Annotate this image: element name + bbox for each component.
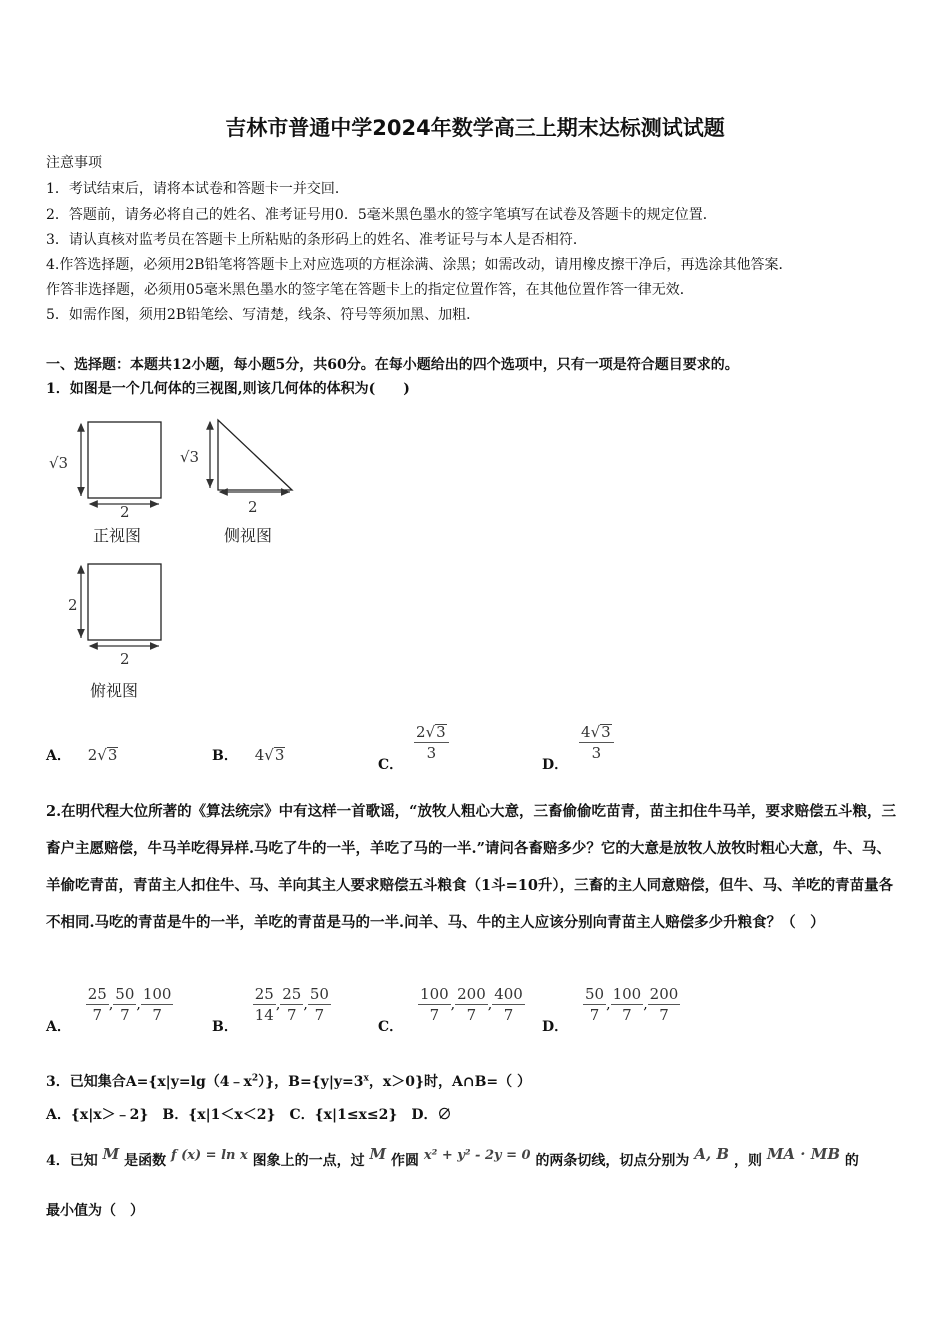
three-view-figure (44, 412, 314, 702)
q2-option-c[interactable]: C． $\frac{100}{7}$ , $\frac{200}{7}$ , $\frac{400}{7}$ (378, 985, 523, 1035)
top-height-label: 2 (68, 596, 78, 614)
notice-item: 3．请认真核对监考员在答题卡上所粘贴的条形码上的姓名、准考证号与本人是否相符． (46, 232, 587, 248)
q4-stem-line1: 4．已知 M 是函数 f (x) = ln x 图象上的一点，过 M 作圆 x² + y² - 2y = 0 的两条切线，切点分别为 A, B ，则 MA · MB 的 (46, 1145, 859, 1169)
notice-item: 4.作答选择题，必须用2B铅笔将答题卡上对应选项的方框涂满、涂黑；如需改动，请用橡皮擦干净后，再选涂其他答案． (46, 257, 793, 273)
q2-stem: 2.在明代程大位所著的《算法统宗》中有这样一首歌谣，“放牧人粗心大意，三畜偷偷吃苗青，苗主扣住牛马羊，要求赔偿五斗粮，三畜户主愿赔偿，牛马羊吃得异样.马吃了牛的一半，羊吃了马的一半.”请问各畜赔多少？它的大意是放牧人放牧时粗心大意，牛、马、羊偷吃青苗，青苗主人扣住牛、马、羊向其主人要求赔偿五斗粮食（1斗=10升），三畜的主人同意赔偿，但牛、马、羊吃的青苗量各不相同.马吃的青苗是牛的一半，羊吃的青苗是马的一半.问羊、马、牛的主人应该分别向青苗主人赔偿多少升粮食？（ ） (46, 803, 896, 931)
notice-item: 5．如需作图，须用2B铅笔绘、写清楚，线条、符号等须加黑、加粗． (46, 307, 481, 323)
section-heading: 一、选择题：本题共12小题，每小题5分，共60分。在每小题给出的四个选项中，只有一项是符合题目要求的。 (46, 357, 739, 373)
q1-stem: 1．如图是一个几何体的三视图,则该几何体的体积为( ) (46, 381, 410, 397)
q1-option-a[interactable]: A． 2√3 (46, 746, 118, 764)
side-view-triangle (218, 420, 292, 490)
top-view-label: 俯视图 (90, 681, 139, 700)
front-view-square (88, 422, 161, 498)
q1-option-c[interactable]: C． $\frac{2√3}{3}$ (378, 722, 449, 763)
side-height-label: √3 (180, 448, 200, 466)
page-title: 吉林市普通中学2024年数学高三上期末达标测试试题 (225, 116, 725, 140)
q3-options[interactable]: A．{x|x＞﹣2} B．{x|1＜x＜2} C．{x|1≤x≤2} D．∅ (46, 1107, 452, 1123)
front-view-label: 正视图 (93, 526, 142, 545)
notice-item: 2．答题前，请务必将自己的姓名、准考证号用0．5毫米黑色墨水的签字笔填写在试卷及答题卡的规定位置． (46, 207, 717, 223)
front-width-label: 2 (120, 503, 130, 521)
q4-stem-line2: 最小值为（ ） (46, 1203, 144, 1219)
front-height-label: √3 (49, 454, 69, 472)
q2-option-a[interactable]: A． $\frac{25}{7}$ , $\frac{50}{7}$ , $\frac{100}{7}$ (46, 985, 172, 1035)
notice-item: 1．考试结束后，请将本试卷和答题卡一并交回． (46, 181, 349, 197)
q2-option-b[interactable]: B． $\frac{25}{14}$ , $\frac{25}{7}$ , $\frac{50}{7}$ (212, 985, 329, 1035)
notice-heading: 注意事项 (46, 155, 102, 171)
q3-stem: 3．已知集合$A=\{x|y=\lg(4﹣x^2)\}$，$B=\{y|y=3^x$，x＞0}时，A∩B=（ ） (46, 1073, 532, 1090)
top-view-square (88, 564, 161, 640)
side-width-label: 2 (248, 498, 258, 516)
q1-option-b[interactable]: B． 4√3 (212, 746, 285, 764)
q1-option-d[interactable]: D． $\frac{4√3}{3}$ (542, 722, 614, 763)
q2-option-d[interactable]: D． $\frac{50}{7}$ , $\frac{100}{7}$ , $\frac{200}{7}$ (542, 985, 679, 1035)
notice-item: 作答非选择题，必须用05毫米黑色墨水的签字笔在答题卡上的指定位置作答，在其他位置作答一律无效． (46, 282, 694, 298)
side-view-label: 侧视图 (224, 526, 273, 545)
top-width-label: 2 (120, 650, 130, 668)
